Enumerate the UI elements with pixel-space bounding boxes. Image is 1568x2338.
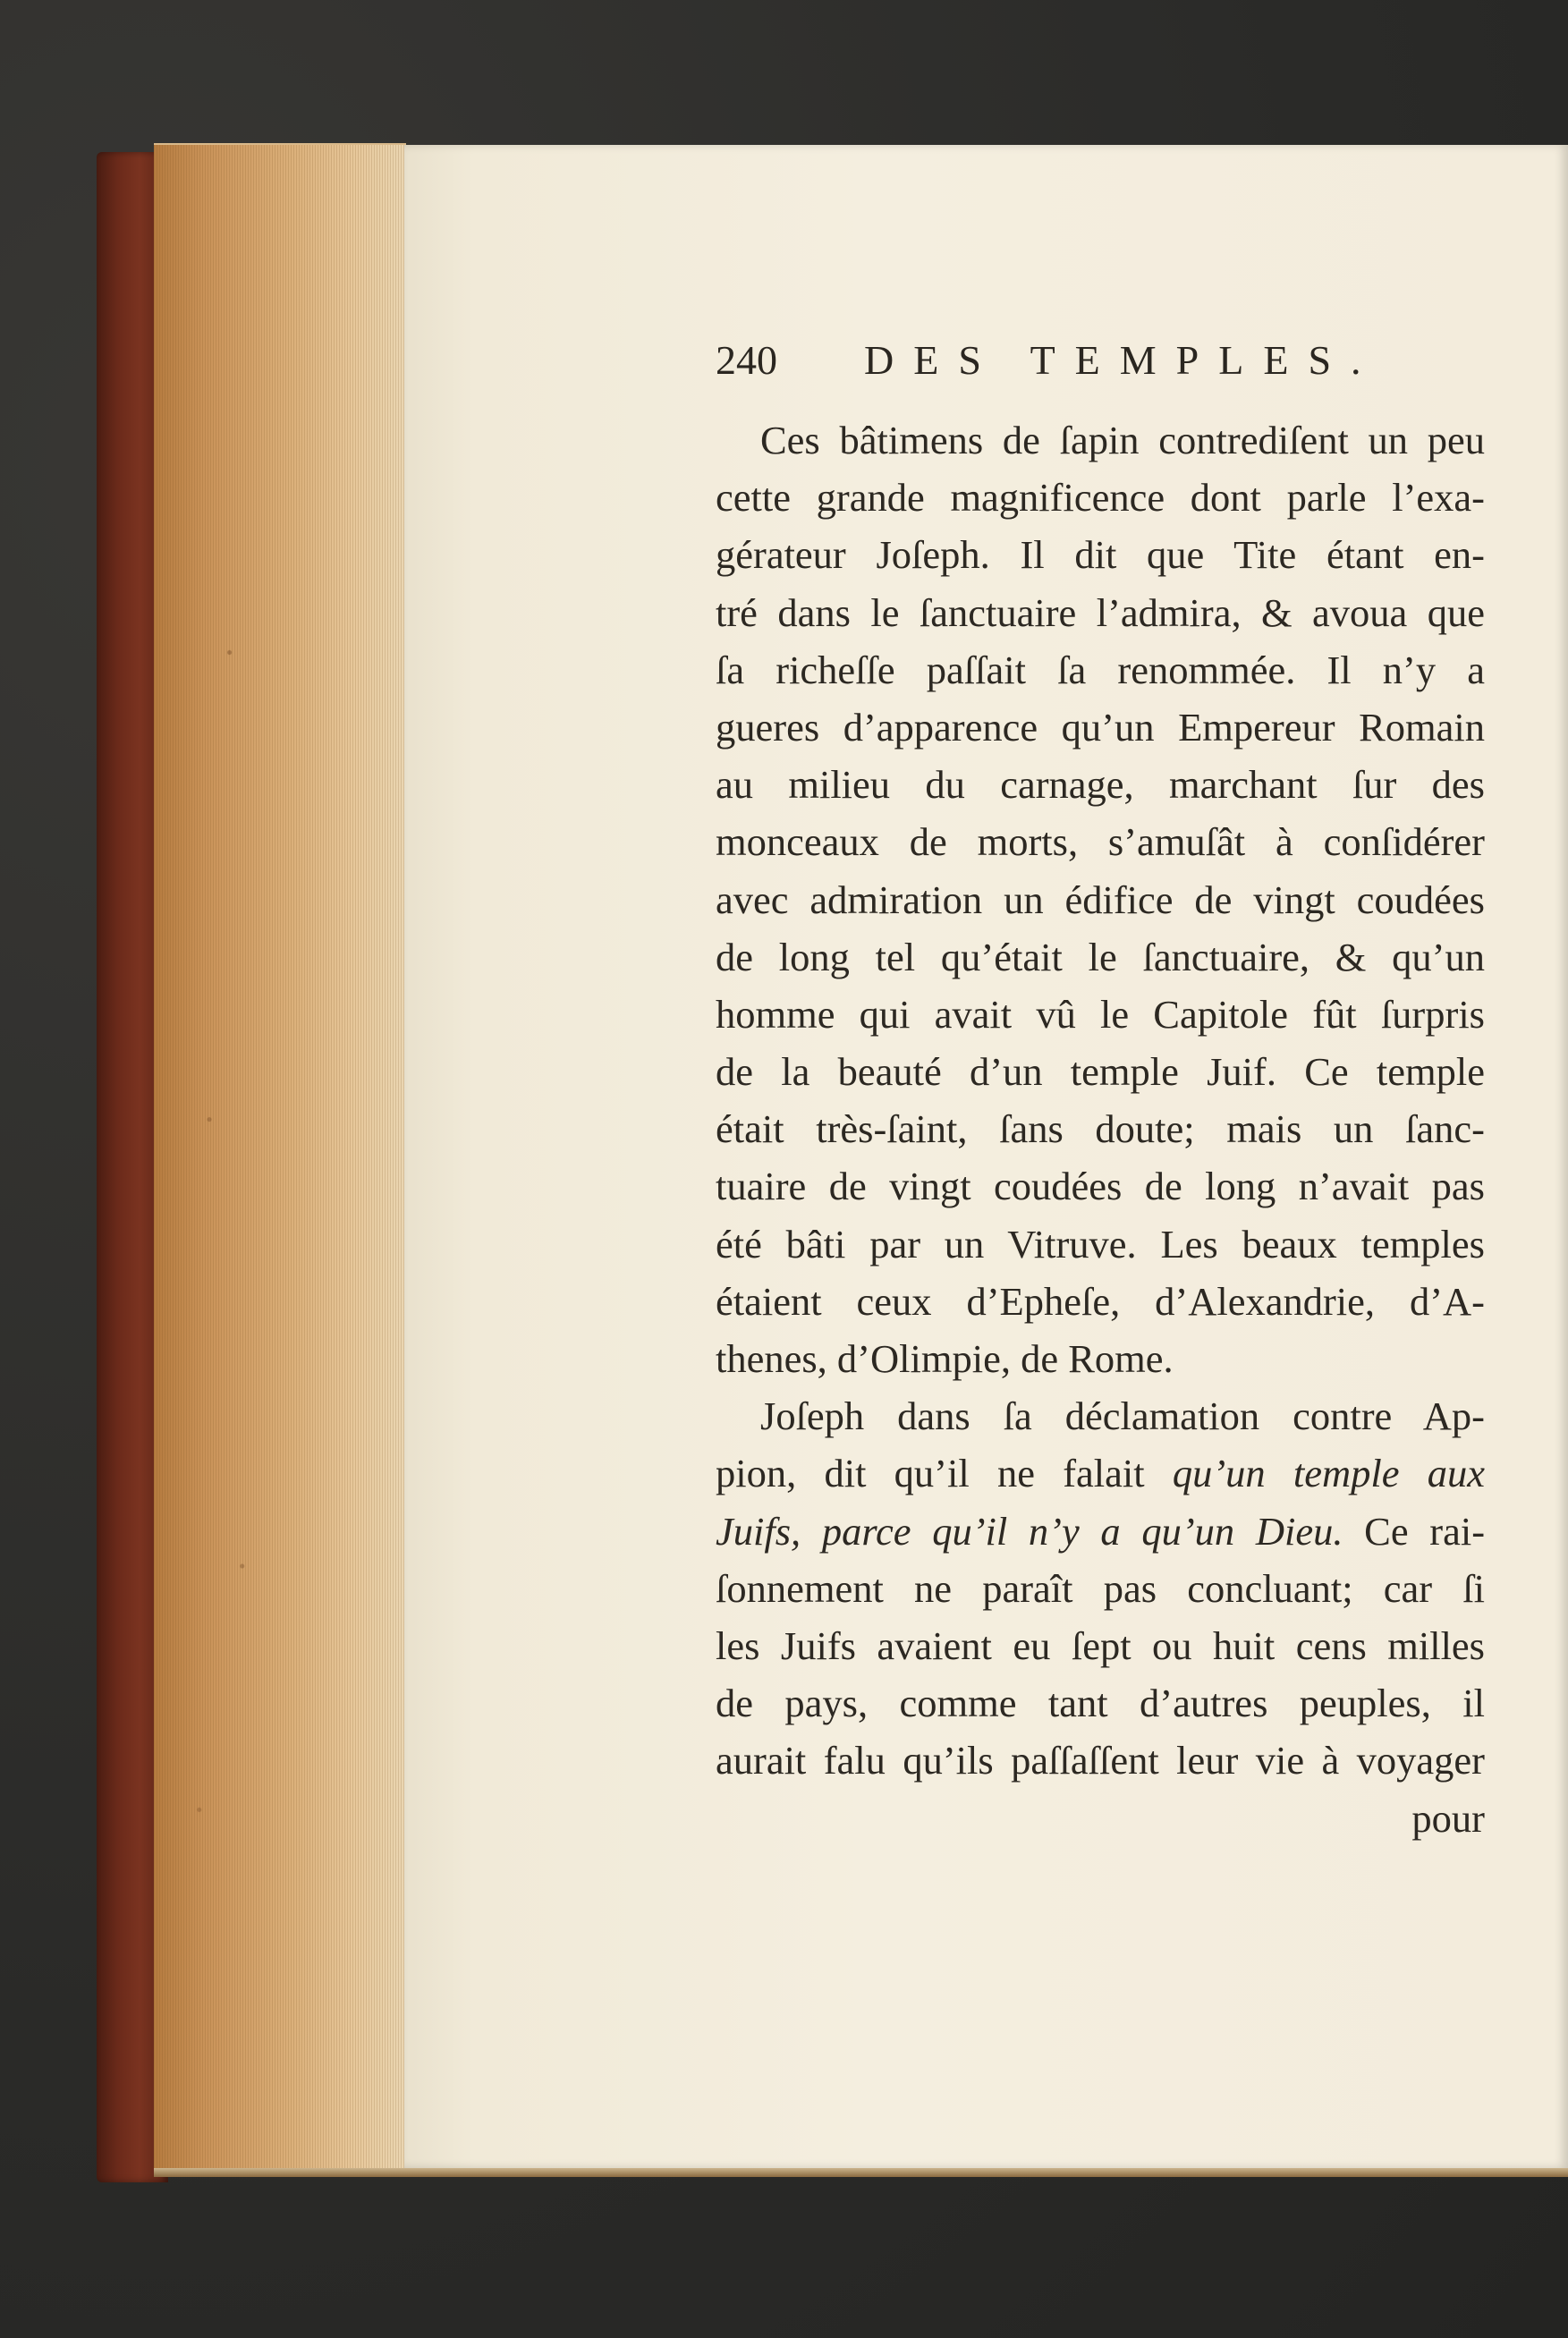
text-run: pion, dit qu’il ne falait (716, 1451, 1145, 1496)
italic-run: qu’un temple aux (1172, 1451, 1485, 1496)
page-bottom-edge (154, 2168, 1568, 2177)
text-line: été bâti par un Vitruve. Les beaux temples (716, 1221, 1485, 1266)
text-line: de la beauté d’un temple Juif. Ce temple (716, 1049, 1485, 1095)
text-line: de pays, comme tant d’autres peuples, il (716, 1681, 1485, 1726)
text-line-mixed (716, 1503, 1485, 1560)
text-line: aurait falu qu’ils paſſaſſent leur vie à voyager (716, 1738, 1485, 1783)
text-line: Ces bâtimens de ſapin contrediſent un peu (760, 418, 1485, 462)
text-line: monceaux de morts, s’amuſât à conſidérer (716, 819, 1485, 865)
text-line: tré dans le ſanctuaire l’admira, & avoua que (716, 589, 1485, 635)
italic-run: Juifs, parce qu’il n’y a qu’un Dieu. (716, 1508, 1343, 1554)
body-text (716, 411, 1485, 1847)
running-header (716, 331, 1476, 394)
text-line: Joſeph dans ſa déclamation contre Ap- (760, 1393, 1485, 1439)
text-line: tuaire de vingt coudées de long n’avait pas (716, 1164, 1485, 1209)
text-line: cette grande magnificence dont parle l’exa- (716, 475, 1485, 521)
text-line: de long tel qu’était le ſanctuaire, & qu’un (716, 934, 1485, 979)
running-title: DES TEMPLES. (864, 337, 1381, 383)
text-line-mixed (716, 1444, 1485, 1502)
page-edges (154, 143, 406, 2177)
text-line: était très-ſaint, ſans doute; mais un ſanc- (716, 1106, 1485, 1152)
text-line: thenes, d’Olimpie, de Rome. (716, 1336, 1174, 1381)
text-line: étaient ceux d’Epheſe, d’Alexandrie, d’A- (716, 1278, 1485, 1324)
text-line: au milieu du carnage, marchant ſur des (716, 762, 1485, 808)
text-line: gérateur Joſeph. Il dit que Tite étant en- (716, 532, 1485, 578)
text-line: gueres d’apparence qu’un Empereur Romain (716, 704, 1485, 750)
text-line: ſonnement ne paraît pas concluant; car ſi (716, 1565, 1485, 1611)
text-line: ſa richeſſe paſſait ſa renommée. Il n’y a (716, 647, 1485, 692)
page-number: 240 (716, 337, 777, 383)
catchword: pour (1411, 1795, 1485, 1841)
text-run: Ce rai- (1364, 1508, 1485, 1554)
text-line: les Juifs avaient eu ſept ou huit cens milles (716, 1622, 1485, 1668)
paragraph-2 (716, 1387, 1485, 1789)
paragraph-1 (716, 411, 1485, 1387)
text-line: homme qui avait vû le Capitole fût ſurpris (716, 991, 1485, 1037)
text-line: avec admiration un édifice de vingt coudées (716, 877, 1485, 922)
